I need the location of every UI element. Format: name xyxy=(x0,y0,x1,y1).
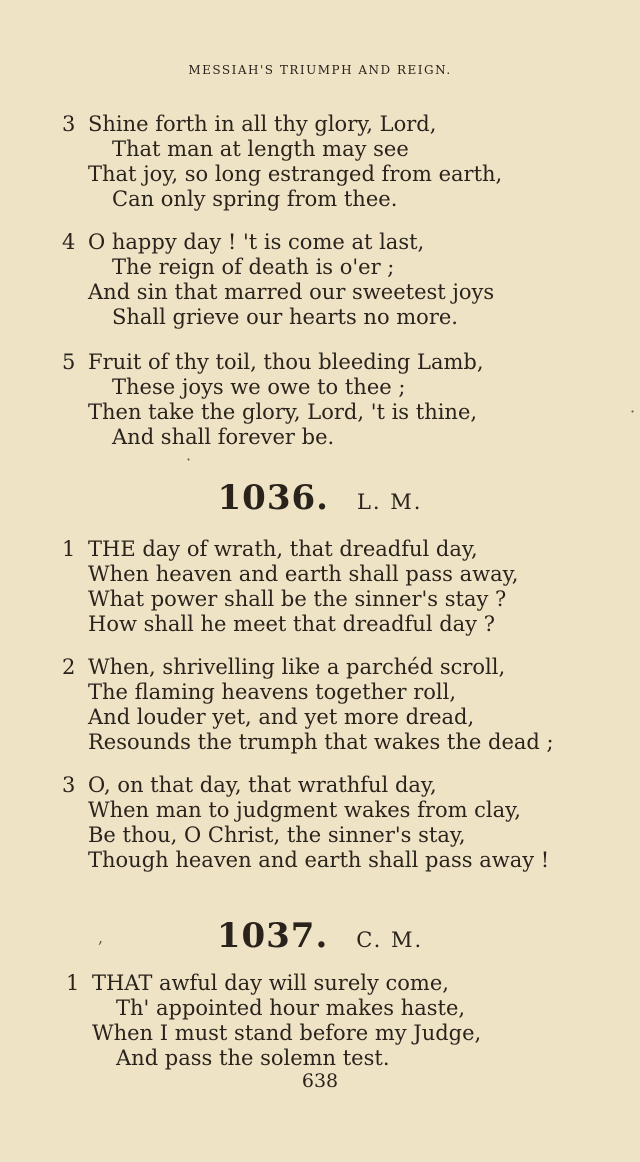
verse-line: How shall he meet that dreadful day ? xyxy=(88,612,495,636)
verse-line: What power shall be the sinner's stay ? xyxy=(88,587,507,611)
verse-line: And sin that marred our sweetest joys xyxy=(88,280,495,304)
stanza-number: 1 xyxy=(62,537,76,561)
stanza-number: 1 xyxy=(66,971,80,995)
verse-line: O, on that day, that wrathful day, xyxy=(88,773,437,797)
verse-line: Th' appointed hour makes haste, xyxy=(116,996,466,1020)
verse-line: When, shrivelling like a parchéd scroll, xyxy=(88,655,506,679)
running-head: MESSIAH'S TRIUMPH AND REIGN. xyxy=(188,63,452,77)
hymn-meter: C. M. xyxy=(356,928,424,952)
print-speck: , xyxy=(98,928,104,947)
verse-line: When I must stand before my Judge, xyxy=(92,1021,482,1045)
verse-line: These joys we owe to thee ; xyxy=(112,375,406,399)
hymn-meter: L. M. xyxy=(356,490,423,514)
stanza-number: 2 xyxy=(62,655,76,679)
verse-line: The flaming heavens together roll, xyxy=(88,680,457,704)
stanza-number: 3 xyxy=(62,773,76,797)
hymn-number: 1037. xyxy=(216,916,329,956)
verse-line: And louder yet, and yet more dread, xyxy=(88,705,475,729)
hymn-heading xyxy=(0,916,640,956)
hymn-number: 1036. xyxy=(217,478,329,518)
verse-line: Can only spring from thee. xyxy=(112,187,398,211)
verse-line: THE day of wrath, that dreadful day, xyxy=(88,537,478,561)
verse-line: Resounds the trumph that wakes the dead ; xyxy=(88,730,554,754)
stanza-number: 4 xyxy=(62,230,76,254)
verse-line: The reign of death is o'er ; xyxy=(112,255,395,279)
verse-line: That joy, so long estranged from earth, xyxy=(88,162,503,186)
verse-line: That man at length may see xyxy=(112,137,409,161)
verse-line: When heaven and earth shall pass away, xyxy=(88,562,519,586)
stanza-number: 5 xyxy=(62,350,76,374)
print-speck: · xyxy=(186,450,192,469)
verse-line: And pass the solemn test. xyxy=(116,1046,390,1070)
verse-line: Fruit of thy toil, thou bleeding Lamb, xyxy=(88,350,484,374)
stanza-number: 3 xyxy=(62,112,76,136)
hymn-heading xyxy=(0,478,640,518)
verse-line: Then take the glory, Lord, 't is thine, xyxy=(88,400,478,424)
verse-line: Shall grieve our hearts no more. xyxy=(112,305,458,329)
verse-line: Though heaven and earth shall pass away ! xyxy=(88,848,550,872)
verse-line: THAT awful day will surely come, xyxy=(92,971,449,995)
verse-line: Be thou, O Christ, the sinner's stay, xyxy=(88,823,466,847)
verse-line: And shall forever be. xyxy=(112,425,335,449)
page-number: 638 xyxy=(301,1070,339,1092)
verse-line: O happy day ! 't is come at last, xyxy=(88,230,425,254)
verse-line: When man to judgment wakes from clay, xyxy=(88,798,521,822)
print-speck: · xyxy=(630,402,636,421)
verse-line: Shine forth in all thy glory, Lord, xyxy=(88,112,437,136)
